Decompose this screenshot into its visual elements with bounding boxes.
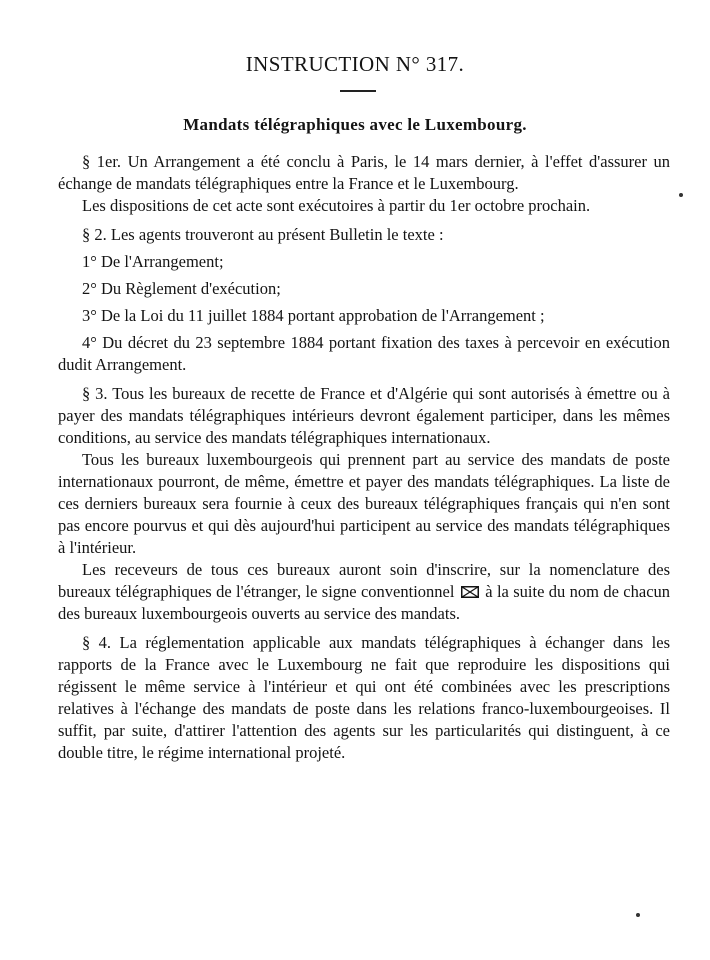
stray-ink-mark <box>636 913 640 917</box>
title-divider <box>340 90 376 92</box>
receveurs-text-before: Les receveurs de tous ces bureaux auront soin d'inscrire, sur la nomenclature des bureaux télégraphiques de l'étranger, le signe conventionnel <box>58 560 670 601</box>
paragraph-1: § 1er. Un Arrangement a été conclu à Paris, le 14 mars dernier, à l'effet d'assurer un échange de mandats télégraphiques entre la France et le Luxembourg. <box>58 152 670 193</box>
stray-ink-mark <box>679 193 683 197</box>
document-body <box>58 151 670 764</box>
list-item-1: 1° De l'Arrangement; <box>82 252 224 271</box>
page-title: INSTRUCTION N° 317. <box>245 52 465 76</box>
paragraph-3: § 2. Les agents trouveront au présent Bulletin le texte : <box>82 225 444 244</box>
paragraph-2: Les dispositions de cet acte sont exécutoires à partir du 1er octobre prochain. <box>82 196 591 215</box>
list-item-2: 2° Du Règlement d'exécution; <box>82 279 281 298</box>
receveurs-text-after: à la suite du nom de chacun des bureaux luxembourgeois ouverts au service des mandats. <box>58 582 671 623</box>
list-item-4: 4° Du décret du 23 septembre 1884 portant fixation des taxes à percevoir en exécution dudit Arrangement. <box>58 333 670 374</box>
paragraph-receveurs <box>58 559 670 625</box>
list-item-3: 3° De la Loi du 11 juillet 1884 portant approbation de l'Arrangement ; <box>82 306 545 325</box>
paragraph-section-3: § 3. Tous les bureaux de recette de France et d'Algérie qui sont autorisés à émettre ou à payer des mandats télégraphiques intérieurs devront également participer, dans les mêmes conditions, au service des mandats télégraphiques internationaux. <box>58 384 670 447</box>
paragraph-section-4: § 4. La réglementation applicable aux mandats télégraphiques à échanger dans les rapports de la France avec le Luxembourg ne fait que reproduire les dispositions qui régissent le même service à l'intérieur et qui ont été combinées avec les prescriptions relatives à l'échange des mandats de poste dans les relations franco-luxembourgeoises. Il suffit, par suite, d'attirer l'attention des agents sur les particularités qui distinguent, à ce double titre, le régime international projeté. <box>58 633 670 762</box>
envelope-icon <box>461 586 479 598</box>
page-subtitle: Mandats télégraphiques avec le Luxembourg. <box>183 115 527 134</box>
paragraph-luxembourg-offices: Tous les bureaux luxembourgeois qui prennent part au service des mandats de poste internationaux pourront, de même, émettre et payer des mandats télégraphiques. La liste de ces derniers bureaux sera fournie à ceux des bureaux télégraphiques français qui n'en sont pas encore pourvus et qui dès aujourd'hui participent au service des mandats télégraphiques à l'intérieur. <box>58 450 670 557</box>
